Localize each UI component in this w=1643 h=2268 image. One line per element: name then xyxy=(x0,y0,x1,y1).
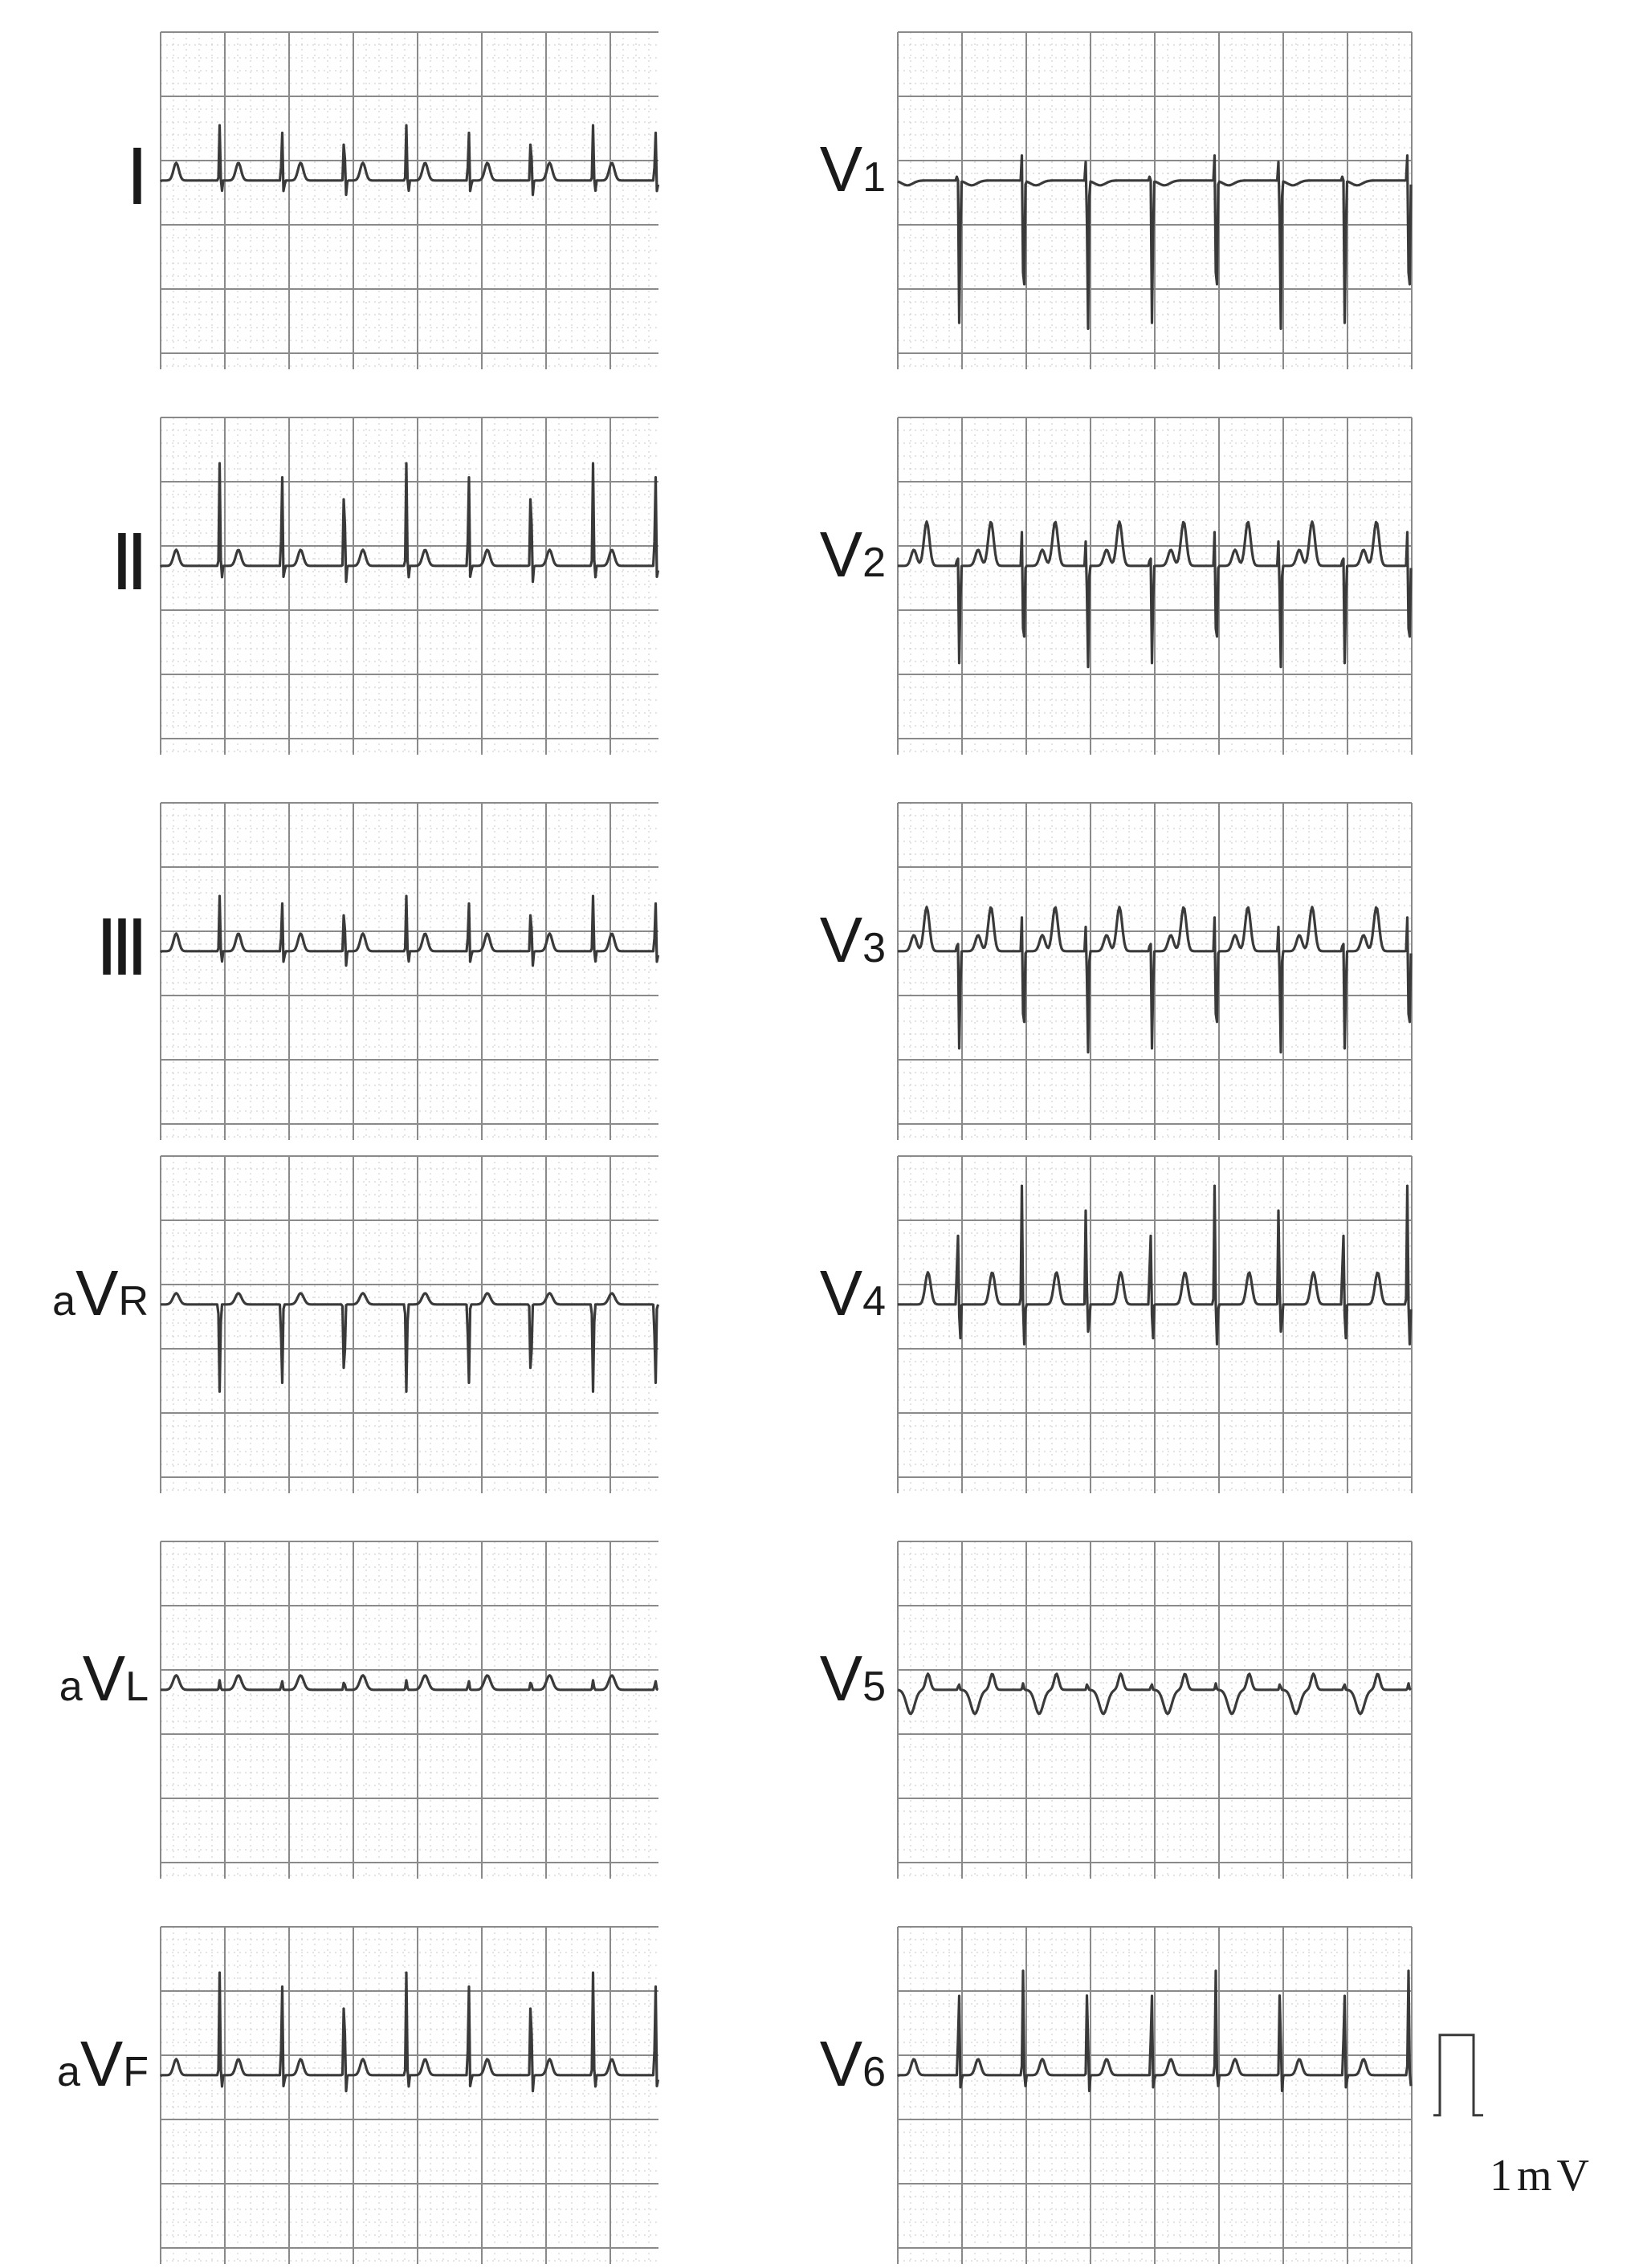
lead-label-main: V xyxy=(819,2027,863,2099)
lead-strip-avr xyxy=(161,1156,658,1493)
lead-label-v2 xyxy=(749,518,886,592)
lead-label-pre: a xyxy=(56,2048,80,2095)
lead-strip-v3 xyxy=(898,803,1412,1140)
lead-label-main: Ⅲ xyxy=(95,905,149,991)
lead-strip-avf xyxy=(161,1927,658,2264)
lead-label-sub: 2 xyxy=(862,539,886,586)
lead-label-main: V xyxy=(819,1642,863,1714)
lead-label-pre: a xyxy=(59,1663,83,1710)
lead-label-sub: 4 xyxy=(862,1277,886,1325)
lead-strip-v1 xyxy=(898,32,1412,369)
lead-label-i xyxy=(12,132,149,222)
lead-label-main: V xyxy=(819,132,863,205)
lead-label-avr xyxy=(12,1256,149,1330)
lead-label-sub: 5 xyxy=(862,1663,886,1710)
lead-strip-v2 xyxy=(898,417,1412,755)
lead-label-v4 xyxy=(749,1256,886,1330)
lead-label-main: V xyxy=(819,903,863,975)
lead-label-pre: a xyxy=(52,1277,76,1325)
lead-label-iii xyxy=(12,903,149,993)
lead-label-sub: R xyxy=(118,1277,149,1325)
lead-strip-v5 xyxy=(898,1541,1412,1879)
lead-label-sub: F xyxy=(123,2048,149,2095)
lead-label-main: Ⅰ xyxy=(125,134,149,221)
lead-strip-ii xyxy=(161,417,658,755)
lead-label-sub: 6 xyxy=(862,2048,886,2095)
lead-label-main: V xyxy=(819,1256,863,1329)
lead-label-avf xyxy=(12,2027,149,2101)
lead-strip-iii xyxy=(161,803,658,1140)
calibration-label: 1mV xyxy=(1490,2151,1594,2201)
lead-label-main: Ⅱ xyxy=(110,519,149,606)
lead-label-main: V xyxy=(82,1642,126,1714)
lead-strip-i xyxy=(161,32,658,369)
calibration-pulse xyxy=(1433,2035,1483,2115)
lead-strip-avl xyxy=(161,1541,658,1879)
lead-label-v3 xyxy=(749,903,886,977)
lead-label-v5 xyxy=(749,1642,886,1716)
lead-label-main: V xyxy=(819,518,863,590)
lead-label-sub: L xyxy=(125,1663,149,1710)
lead-label-v1 xyxy=(749,132,886,206)
lead-strip-v4 xyxy=(898,1156,1412,1493)
lead-label-main: V xyxy=(80,2027,124,2099)
lead-label-ii xyxy=(12,518,149,608)
lead-label-main: V xyxy=(75,1256,119,1329)
lead-label-sub: 1 xyxy=(862,153,886,201)
lead-label-v6 xyxy=(749,2027,886,2101)
lead-label-avl xyxy=(12,1642,149,1716)
lead-label-sub: 3 xyxy=(862,924,886,971)
lead-strip-v6 xyxy=(898,1927,1412,2264)
